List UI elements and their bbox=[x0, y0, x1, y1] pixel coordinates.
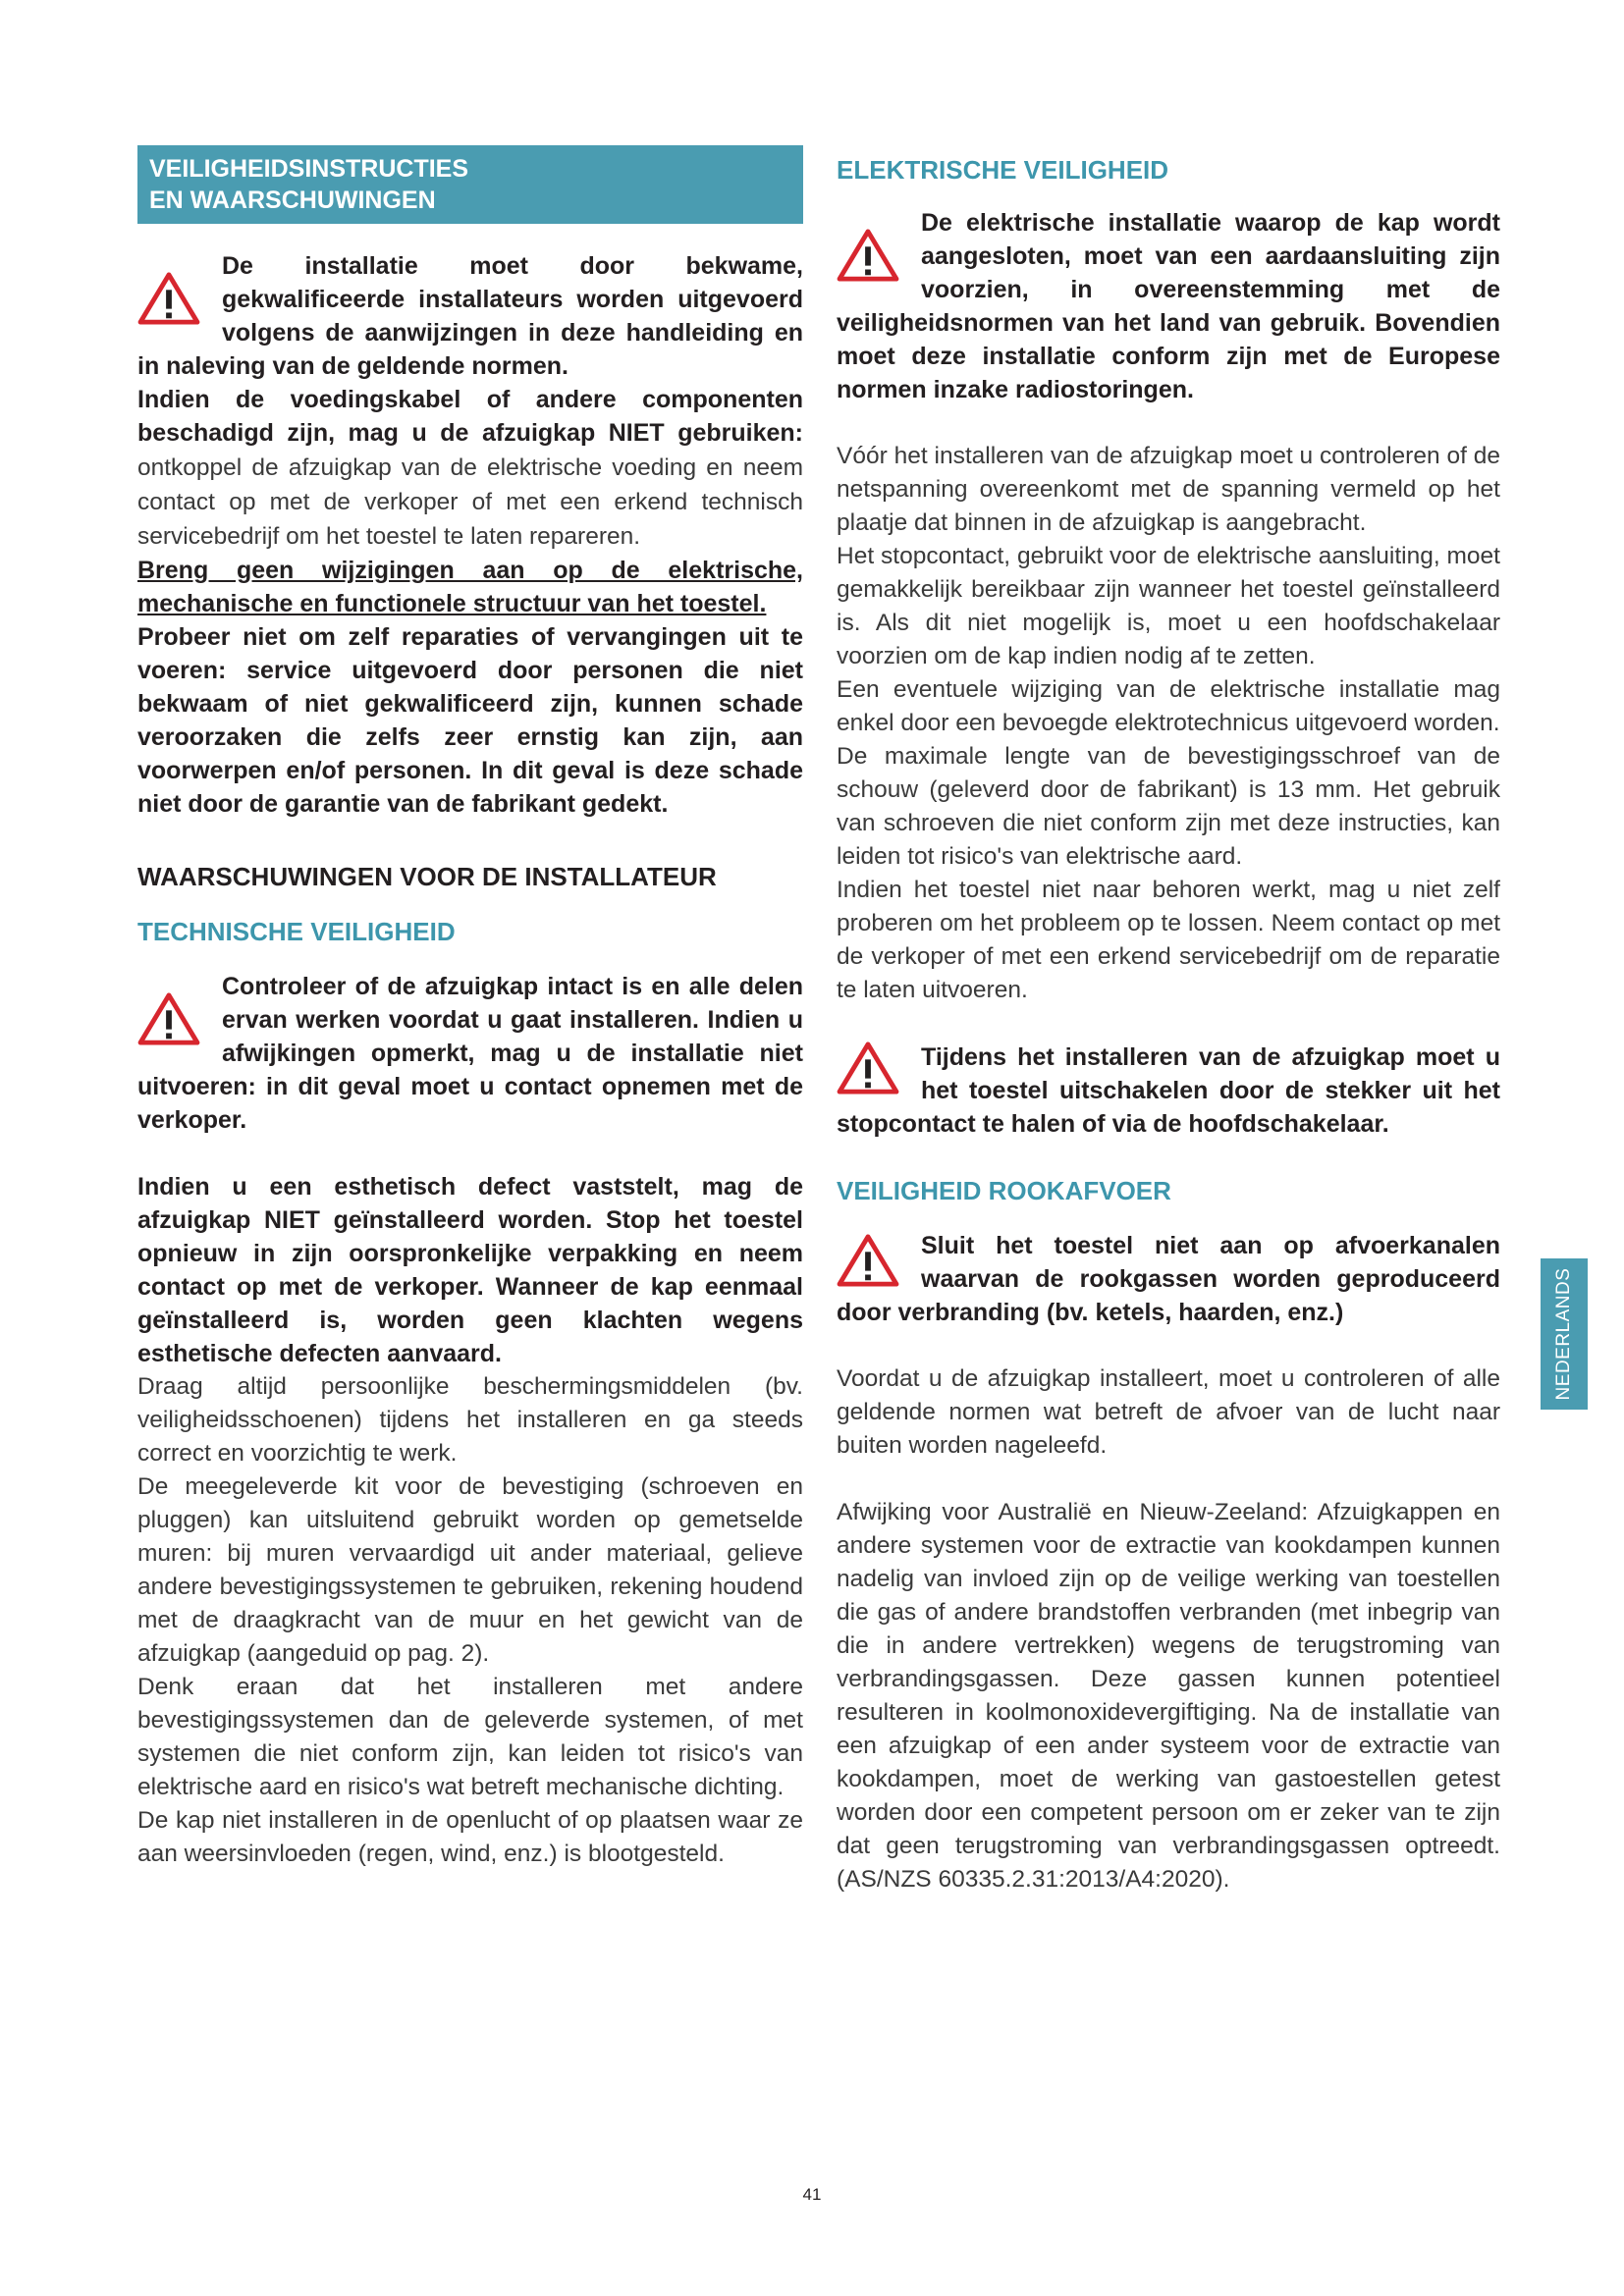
paragraph-socket-access: Het stopcontact, gebruikt voor de elektrische aansluiting, moet gemakkelijk bereikbaar zijn wanneer het toestel geïnstalleerd is. Als dit niet mogelijk is, moet u een hoofdschakelaar voorzien om de kap indien nodig af te zetten. bbox=[837, 543, 1500, 669]
paragraph-mounting-kit: De meegeleverde kit voor de bevestiging (schroeven en pluggen) kan uitsluitend gebruikt worden op gemetselde muren: bij muren vervaardigd uit ander materiaal, gelieve andere bevestigingssystemen te gebruiken, rekening houdend met de draagkracht van de muur en het gewicht van de afzuigkap (aangeduid op pag. 2). bbox=[137, 1473, 803, 1667]
paragraph-damaged-cable bbox=[137, 383, 803, 554]
warning-block-flue bbox=[837, 1229, 1500, 1329]
left-column bbox=[137, 145, 803, 1871]
heading-installer-warnings: WAARSCHUWINGEN VOOR DE INSTALLATEUR bbox=[137, 862, 717, 891]
warning-block-installation bbox=[137, 249, 803, 383]
paragraph-air-discharge: Voordat u de afzuigkap installeert, moet u controleren of alle geldende normen wat betreft de afvoer van de lucht naar buiten worden nageleefd. bbox=[837, 1365, 1500, 1459]
paragraph-voltage-check: Vóór het installeren van de afzuigkap moet u controleren of de netspanning overeenkomt met de spanning vermeld op het plaatje dat binnen in de afzuigkap is aangebracht. bbox=[837, 443, 1500, 536]
warning-block-grounding bbox=[837, 206, 1500, 406]
paragraph-electrician: Een eventuele wijziging van de elektrische installatie mag enkel door een bevoegde elektrotechnicus uitgevoerd worden. bbox=[837, 676, 1500, 736]
warning-triangle-icon bbox=[137, 271, 200, 326]
language-side-tab bbox=[1541, 1258, 1588, 1410]
paragraph-no-self-repair: Probeer niet om zelf reparaties of vervangingen uit te voeren: service uitgevoerd door personen die niet bekwaam of niet gekwalificeerd zijn, kunnen schade veroorzaken die zelfs zeer ernstig kan zijn, aan voorwerpen en/of personen. In dit geval is deze schade niet door de garantie van de fabrikant gedekt. bbox=[137, 623, 803, 818]
warning-block-intact bbox=[137, 970, 803, 1137]
paragraph-protective-gear: Draag altijd persoonlijke beschermingsmiddelen (bv. veiligheidsschoenen) tijdens het installeren en ga steeds correct en voorzichtig te werk. bbox=[137, 1373, 803, 1467]
paragraph-bold-part: Indien de voedingskabel of andere componenten beschadigd zijn, mag u de afzuigkap NIET gebruiken: bbox=[137, 386, 803, 447]
paragraph-other-systems: Denk eraan dat het installeren met andere bevestigingssystemen dan de geleverde systemen, of met systemen die niet conform zijn, kan leiden tot risico's van elektrische aard en risico's wat betreft mechanische dichting. bbox=[137, 1674, 803, 1800]
warning-triangle-icon bbox=[837, 1233, 899, 1288]
section-header-line-2: EN WAARSCHUWINGEN bbox=[149, 187, 436, 214]
paragraph-no-modifications: Breng geen wijzigingen aan op de elektrische, mechanische en functionele structuur van het toestel. bbox=[137, 557, 803, 617]
paragraph-outdoor: De kap niet installeren in de openlucht of op plaatsen waar ze aan weersinvloeden (regen, wind, enz.) is blootgesteld. bbox=[137, 1807, 803, 1867]
paragraph-light-part: ontkoppel de afzuigkap van de elektrische voeding en neem contact op met de verkoper of met een erkend technisch servicebedrijf om het toestel te laten repareren. bbox=[137, 454, 803, 550]
section-header-line-1: VEILIGHEIDSINSTRUCTIES bbox=[149, 155, 469, 183]
warning-text: Tijdens het installeren van de afzuigkap moet u het toestel uitschakelen door de stekker uit het stopcontact te halen of via de hoofdschakelaar. bbox=[837, 1043, 1500, 1138]
paragraph-aesthetic-defect: Indien u een esthetisch defect vaststelt, mag de afzuigkap NIET geïnstalleerd worden. Stop het toestel opnieuw in zijn oorspronkelijke verpakking en neem contact op met de verkoper. Wanneer de kap eenmaal geïnstalleerd is, worden geen klachten wegens esthetische defecten aanvaard. bbox=[137, 1173, 803, 1367]
page-number: 41 bbox=[802, 2185, 822, 2204]
paragraph-australia-nz: Afwijking voor Australië en Nieuw-Zeeland: Afzuigkappen en andere systemen voor de extractie van kookdampen kunnen nadelig van invloed zijn op de veilige werking van toestellen die gas of andere brandstoffen verbranden (met inbegrip van die in andere vertrekken) wegens de terugstroming van verbrandingsgassen. Deze gassen kunnen potentieel resulteren in koolmonoxidevergiftiging. Na de installatie van een afzuigkap of een ander systeem voor de extractie van kookdampen, moet de werking van gastoestellen getest worden door een competent persoon om er zeker van te zijn dat geen terugstroming van verbrandingsgassen optreedt. (AS/NZS 60335.2.31:2013/A4:2020). bbox=[837, 1499, 1500, 1893]
warning-text: Sluit het toestel niet aan op afvoerkanalen waarvan de rookgassen worden geproduceerd door verbranding (bv. ketels, haarden, enz.) bbox=[837, 1232, 1500, 1326]
paragraph-screw-length: De maximale lengte van de bevestigingsschroef van de schouw (geleverd door de fabrikant) is 13 mm. Het gebruik van schroeven die niet conform zijn met deze instructies, kan leiden tot risico's van elektrische aard. bbox=[837, 743, 1500, 870]
warning-text: Controleer of de afzuigkap intact is en alle delen ervan werken voordat u gaat installeren. Indien u afwijkingen opmerkt, mag u de installatie niet uitvoeren: in dit geval moet u contact opnemen met de verkoper. bbox=[137, 973, 803, 1134]
heading-technical-safety: TECHNISCHE VEILIGHEID bbox=[137, 917, 456, 946]
warning-triangle-icon bbox=[137, 991, 200, 1046]
paragraph-malfunction: Indien het toestel niet naar behoren werkt, mag u niet zelf proberen om het probleem op te lossen. Neem contact op met de verkoper of met een erkend servicebedrijf om de reparatie te laten uitvoeren. bbox=[837, 877, 1500, 1003]
warning-block-unplug bbox=[837, 1041, 1500, 1141]
language-label: NEDERLANDS bbox=[1553, 1267, 1574, 1401]
warning-text: De elektrische installatie waarop de kap wordt aangesloten, moet van een aardaansluiting zijn voorzien, in overeenstemming met de veiligheidsnormen van het land van gebruik. Bovendien moet deze installatie conform zijn met de Europese normen inzake radiostoringen. bbox=[837, 209, 1500, 403]
section-header-safety bbox=[137, 145, 803, 224]
warning-triangle-icon bbox=[837, 1041, 899, 1095]
heading-electrical-safety: ELEKTRISCHE VEILIGHEID bbox=[837, 155, 1169, 185]
right-column bbox=[837, 145, 1500, 1896]
warning-text: De installatie moet door bekwame, gekwalificeerde installateurs worden uitgevoerd volgens de aanwijzingen in deze handleiding en in naleving van de geldende normen. bbox=[137, 252, 803, 380]
heading-smoke-safety: VEILIGHEID ROOKAFVOER bbox=[837, 1176, 1171, 1205]
warning-triangle-icon bbox=[837, 228, 899, 283]
